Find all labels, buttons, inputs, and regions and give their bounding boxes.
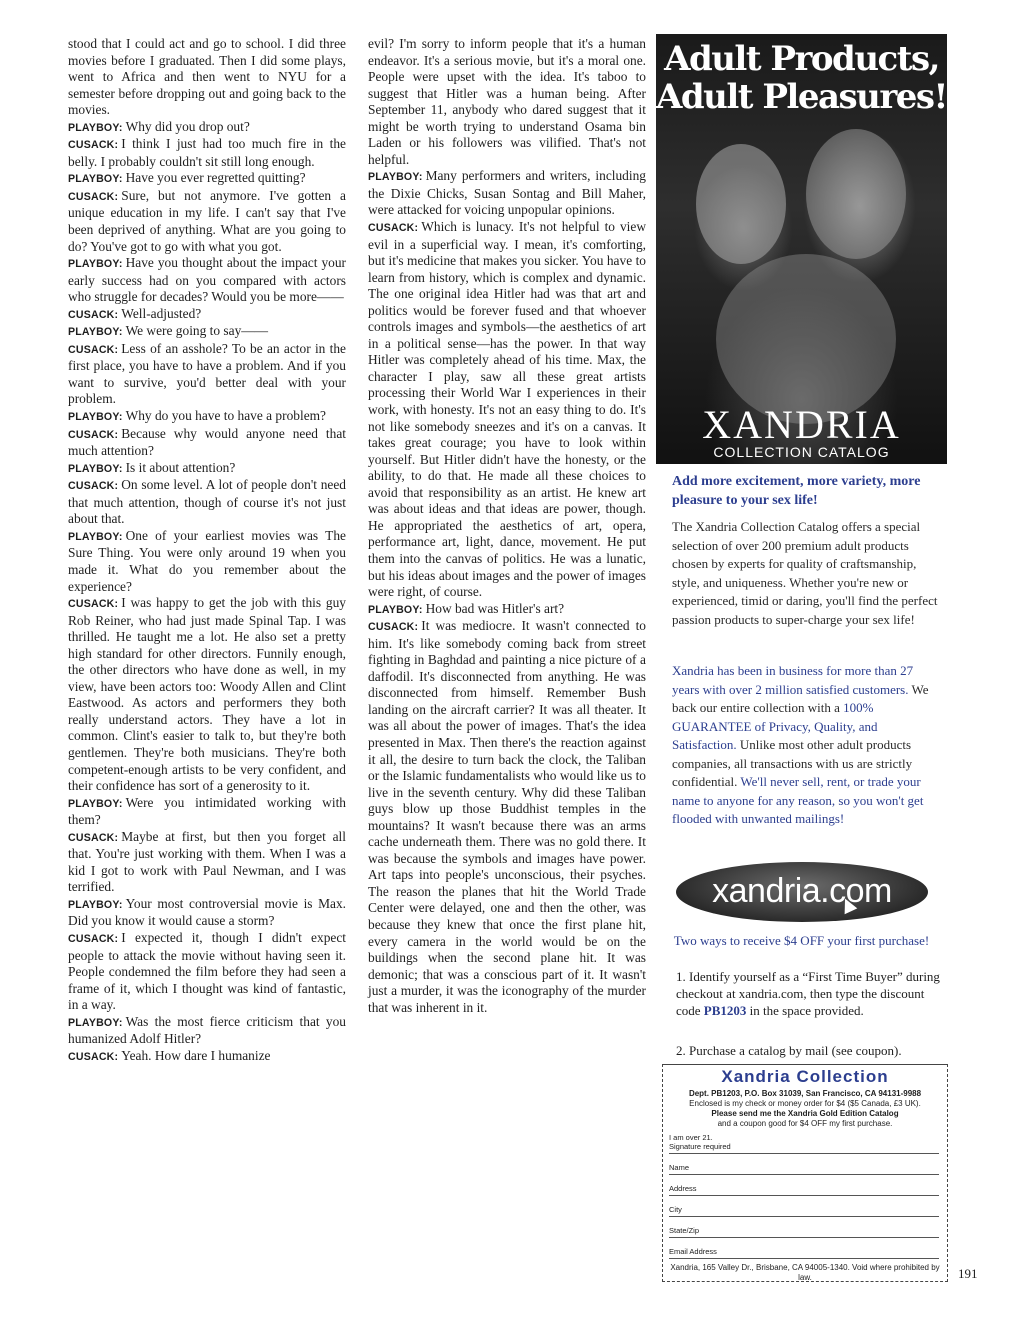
address-field[interactable]: Address [669,1184,939,1196]
offer-option-2: 2. Purchase a catalog by mail (see coupon). [676,1043,902,1058]
paragraph-text: Maybe at first, but then you forget all that. You're just working with them. When I was a kid I got to work with Paul Newman, and I was terrified. [68,828,346,895]
interview-paragraph [68,896,346,930]
interview-paragraph [68,1048,346,1066]
speaker-label: PLAYBOY: [68,326,123,339]
interview-paragraph [368,168,646,219]
offer-heading: Two ways to receive $4 OFF your first purchase! [673,933,930,948]
paragraph-text: Is it about attention? [125,459,236,475]
speaker-label: PLAYBOY: [68,121,123,134]
signature-field[interactable]: Signature required [669,1142,939,1154]
interview-paragraph [68,255,346,306]
speaker-label: CUSACK: [68,428,119,441]
page-number: 191 [958,1266,978,1281]
speaker-label: PLAYBOY: [68,462,123,475]
paragraph-text: Sure, but not anymore. I've gotten a unique education in my life. I can't say that I've been deprived of anything. What are you going to do? You've got to go with what you got. [68,187,346,254]
interview-paragraph [68,595,346,795]
coupon-enclose: Enclosed is my check or money order for $4 ($5 Canada, £3 UK). [689,1099,921,1108]
paragraph-text: Yeah. How dare I humanize [121,1047,271,1063]
coupon-send: Please send me the Xandria Gold Edition Catalog [711,1109,899,1118]
interview-paragraph [68,408,346,426]
paragraph-text: Many performers and writers, including the Dixie Chicks, Susan Sontag and Bill Maher, were attacked for voicing unpopular opinions. [368,168,646,218]
interview-paragraph [68,829,346,896]
paragraph-text: stood that I could act and go to school. I did three movies before I graduated. Then I did some plays, went to Africa and then went to NYU for a semester before dropping out and going back to the movies. [68,36,346,118]
woman-figure [806,129,906,259]
ad-photo [656,34,947,464]
speaker-label: PLAYBOY: [368,171,423,184]
interview-paragraph [68,341,346,408]
speaker-label: PLAYBOY: [68,530,123,543]
email-field[interactable]: Email Address [669,1247,939,1259]
speaker-label: CUSACK: [68,480,119,493]
mail-coupon [662,1064,948,1282]
xandria-advertisement [656,34,947,1284]
coupon-title: Xandria Collection [721,1067,889,1086]
speaker-label: CUSACK: [68,932,119,945]
interview-paragraph [68,323,346,341]
coupon-address: Dept. PB1203, P.O. Box 31039, San Francisco, CA 94131-9988 [688,1089,922,1098]
paragraph-text: Why did you drop out? [125,118,250,134]
state-zip-field[interactable]: State/Zip [669,1226,939,1238]
paragraph-text: We were going to say—— [125,323,269,339]
interview-paragraph [68,460,346,478]
speaker-label: PLAYBOY: [68,1016,123,1029]
coupon-footer: Xandria, 165 Valley Dr., Brisbane, CA 94005-1340. Void where prohibited by law. [670,1263,940,1282]
interview-paragraph [68,1014,346,1048]
ad-tagline: Add more excitement, more variety, more pleasure to your sex life! [672,474,921,508]
paragraph-text: Was the most fierce criticism that you humanized Adolf Hitler? [68,1013,346,1047]
interview-paragraph [68,170,346,188]
interview-paragraph [368,618,646,1016]
speaker-label: CUSACK: [68,1050,119,1063]
age-field: I am over 21. [669,1133,713,1142]
interview-paragraph [68,119,346,137]
speaker-label: PLAYBOY: [68,173,123,186]
speaker-label: CUSACK: [68,139,119,152]
speaker-label: CUSACK: [368,621,419,634]
speaker-label: CUSACK: [68,308,119,321]
speaker-label: CUSACK: [68,598,119,611]
website-link[interactable]: xandria.com [676,862,928,922]
paragraph-text: evil? I'm sorry to inform people that it's a human endeavor. It's a serious movie, but it's a moral one. People were upset with the idea. It's taboo to suggest that Hitler was a human being. After September 11, anybody who dared suggest that it might be worth trying to understand Osama bin Laden or his followers was vilified. That's not helpful. [368,36,646,167]
interview-paragraph [68,477,346,528]
paragraph-text: How bad was Hitler's art? [425,600,565,616]
brand-name: XANDRIA [702,402,901,447]
paragraph-text: Which is lunacy. It's not helpful to view evil in a superficial way. I mean, it's comforting, but it's medicine that makes you sicker. You have to learn from history, which is complex and dynamic. The one original idea Hitler had was that art and politics would be forever fused and that whoever controls images and symbols—the aesthetics of art in a political sense—has the power. In that way Hitler was completely ahead of his time. Max, the character I play, saw all these great artists processing their World War I experiences in their work, with honesty. It's not an easy thing to do. It's not like somebody sneezes and it's on a canvas. It takes great courage; you have to look within yourself. But Hitler didn't have the honesty, or the ability, to do that. He made all these choices to avoid that responsibility as an artist. He knew art was about ideas and that ideas are power, though. He appropriated the aesthetics of art, opera, performance art, light, dance, movement. He put them into the canvas of politics. He was a lunatic, but his ideas about images and the power of images were right, of course. [368,219,646,600]
paragraph-text: One of your earliest movies was The Sure Thing. You were only around 19 when you made it. What do you remember about the experience? [68,527,346,594]
brand-subtitle: COLLECTION CATALOG [713,444,890,460]
offer-option-1: 1. Identify yourself as a “First Time Buyer” during checkout at xandria.com, then type the discount code PB1203 in the space provided. [676,969,940,1018]
interview-paragraph [68,528,346,595]
speaker-label: PLAYBOY: [368,603,423,616]
speaker-label: PLAYBOY: [68,411,123,424]
interview-paragraph [68,930,346,1014]
interview-paragraph [68,136,346,170]
speaker-label: CUSACK: [68,190,119,203]
speaker-label: CUSACK: [68,831,119,844]
paragraph-text: Well-adjusted? [121,305,202,321]
speaker-label: PLAYBOY: [68,258,123,271]
interview-paragraph [68,36,346,119]
paragraph-text: Were you intimidated working with them? [68,794,346,828]
paragraph-text: Have you ever regretted quitting? [125,170,306,186]
ad-headline: Adult Products, Adult Pleasures! [656,39,947,117]
interview-paragraph [68,188,346,255]
speaker-label: PLAYBOY: [68,898,123,911]
speaker-label: CUSACK: [368,222,419,235]
paragraph-text: I was happy to get the job with this guy Rob Reiner, who had just made Spinal Tap. I was thrilled. He taught me a lot. He also set a pretty high standard for other directors. Funnily enough, the other directors who have done as well, in my view, have been actors too: Woody Allen and Clint Eastwood. As actors and performers they both really understand actors. They have a lot in common. Clint's easier to talk to, but they're both gentlemen. They're both musicians. They're both competent-enough artists to be very confident, and their confidence has sort of a generosity to it. [68,595,346,794]
city-field[interactable]: City [669,1205,939,1217]
ad-paragraph-1: The Xandria Collection Catalog offers a special selection of over 200 premium adult products chosen by experts for quality of craftsmanship, style, and uniqueness. Whether you're new or experienced, timid or daring, you'll find the perfect passion products to super-charge your sex life! [672,519,938,627]
interview-paragraph [68,306,346,324]
interview-paragraph [68,795,346,829]
ad-paragraph-2: Xandria has been in business for more than 27 years with over 2 million satisfied customers. We back our entire collection with a 100% GUARANTEE of Privacy, Quality, and Satisfaction. Unlike most other adult products companies, all transactions with us are strictly confidential. We'll never sell, rent, or trade your name to anyone for any reason, so you won't get flooded with unwanted mailings! [672,663,929,826]
paragraph-text: It was mediocre. It wasn't connected to him. It's like somebody coming back from street fighting in Baghdad and painting a nice picture of a daffodil. It's disconnected from anything. He was disconnected from himself. Remember Bush landing on the aircraft carrier? It was all theater. It was all about the power of images. That's the idea presented in Max. Then there's the reaction against it all, the desire to turn back the clock, the Taliban or the Islamic fundamentalists who would like us to live in the seventh century. Why did these Taliban guys blow up those Buddhist temples in the mountains? It wasn't because there was an arms cache underneath them. There was no gold there. It was because the symbols and images have power. Art taps into people's unconscious, their psyches. The reason the planes that hit the World Trade Center were delayed, one and then the other, was because they knew that once the first plane hit, every camera in the world would be on the buildings when the second plane hit. It was demonic; that was a conscious part of it. It wasn't just a murder, it was the iconography of the murder that was inherent in it. [368,618,646,1015]
paragraph-text: Because why would anyone need that much attention? [68,425,346,459]
speaker-label: CUSACK: [68,343,119,356]
article-column-2 [368,36,646,1016]
coupon-send-2: and a coupon good for $4 OFF my first purchase. [717,1119,893,1128]
article-column-1 [68,36,346,1065]
paragraph-text: Less of an asshole? To be an actor in the first place, you have to have a problem. And if you want to survive, you'd better deal with your problem. [68,340,346,407]
paragraph-text: On some level. A lot of people don't need that much attention, though of course it's not just about that. [68,477,346,527]
speaker-label: PLAYBOY: [68,797,123,810]
name-field[interactable]: Name [669,1163,939,1175]
interview-paragraph [368,219,646,601]
paragraph-text: Why do you have to have a problem? [125,408,326,424]
man-figure [696,144,786,264]
paragraph-text: I expected it, though I didn't expect people to attack the movie without having seen it. People condemned the film before they had seen a frame of it, which I thought was kind of fantastic, in a way. [68,929,346,1013]
interview-paragraph [68,426,346,460]
interview-paragraph [368,36,646,168]
paragraph-text: I think I just had too much fire in the belly. I probably couldn't sit still long enough. [68,136,346,169]
interview-paragraph [368,601,646,619]
paragraph-text: Have you thought about the impact your early success had on you compared with actors who struggle for decades? Would you be more—— [68,255,346,305]
embrace-figure [716,254,896,424]
paragraph-text: Your most controversial movie is Max. Did you know it would cause a storm? [68,895,346,929]
